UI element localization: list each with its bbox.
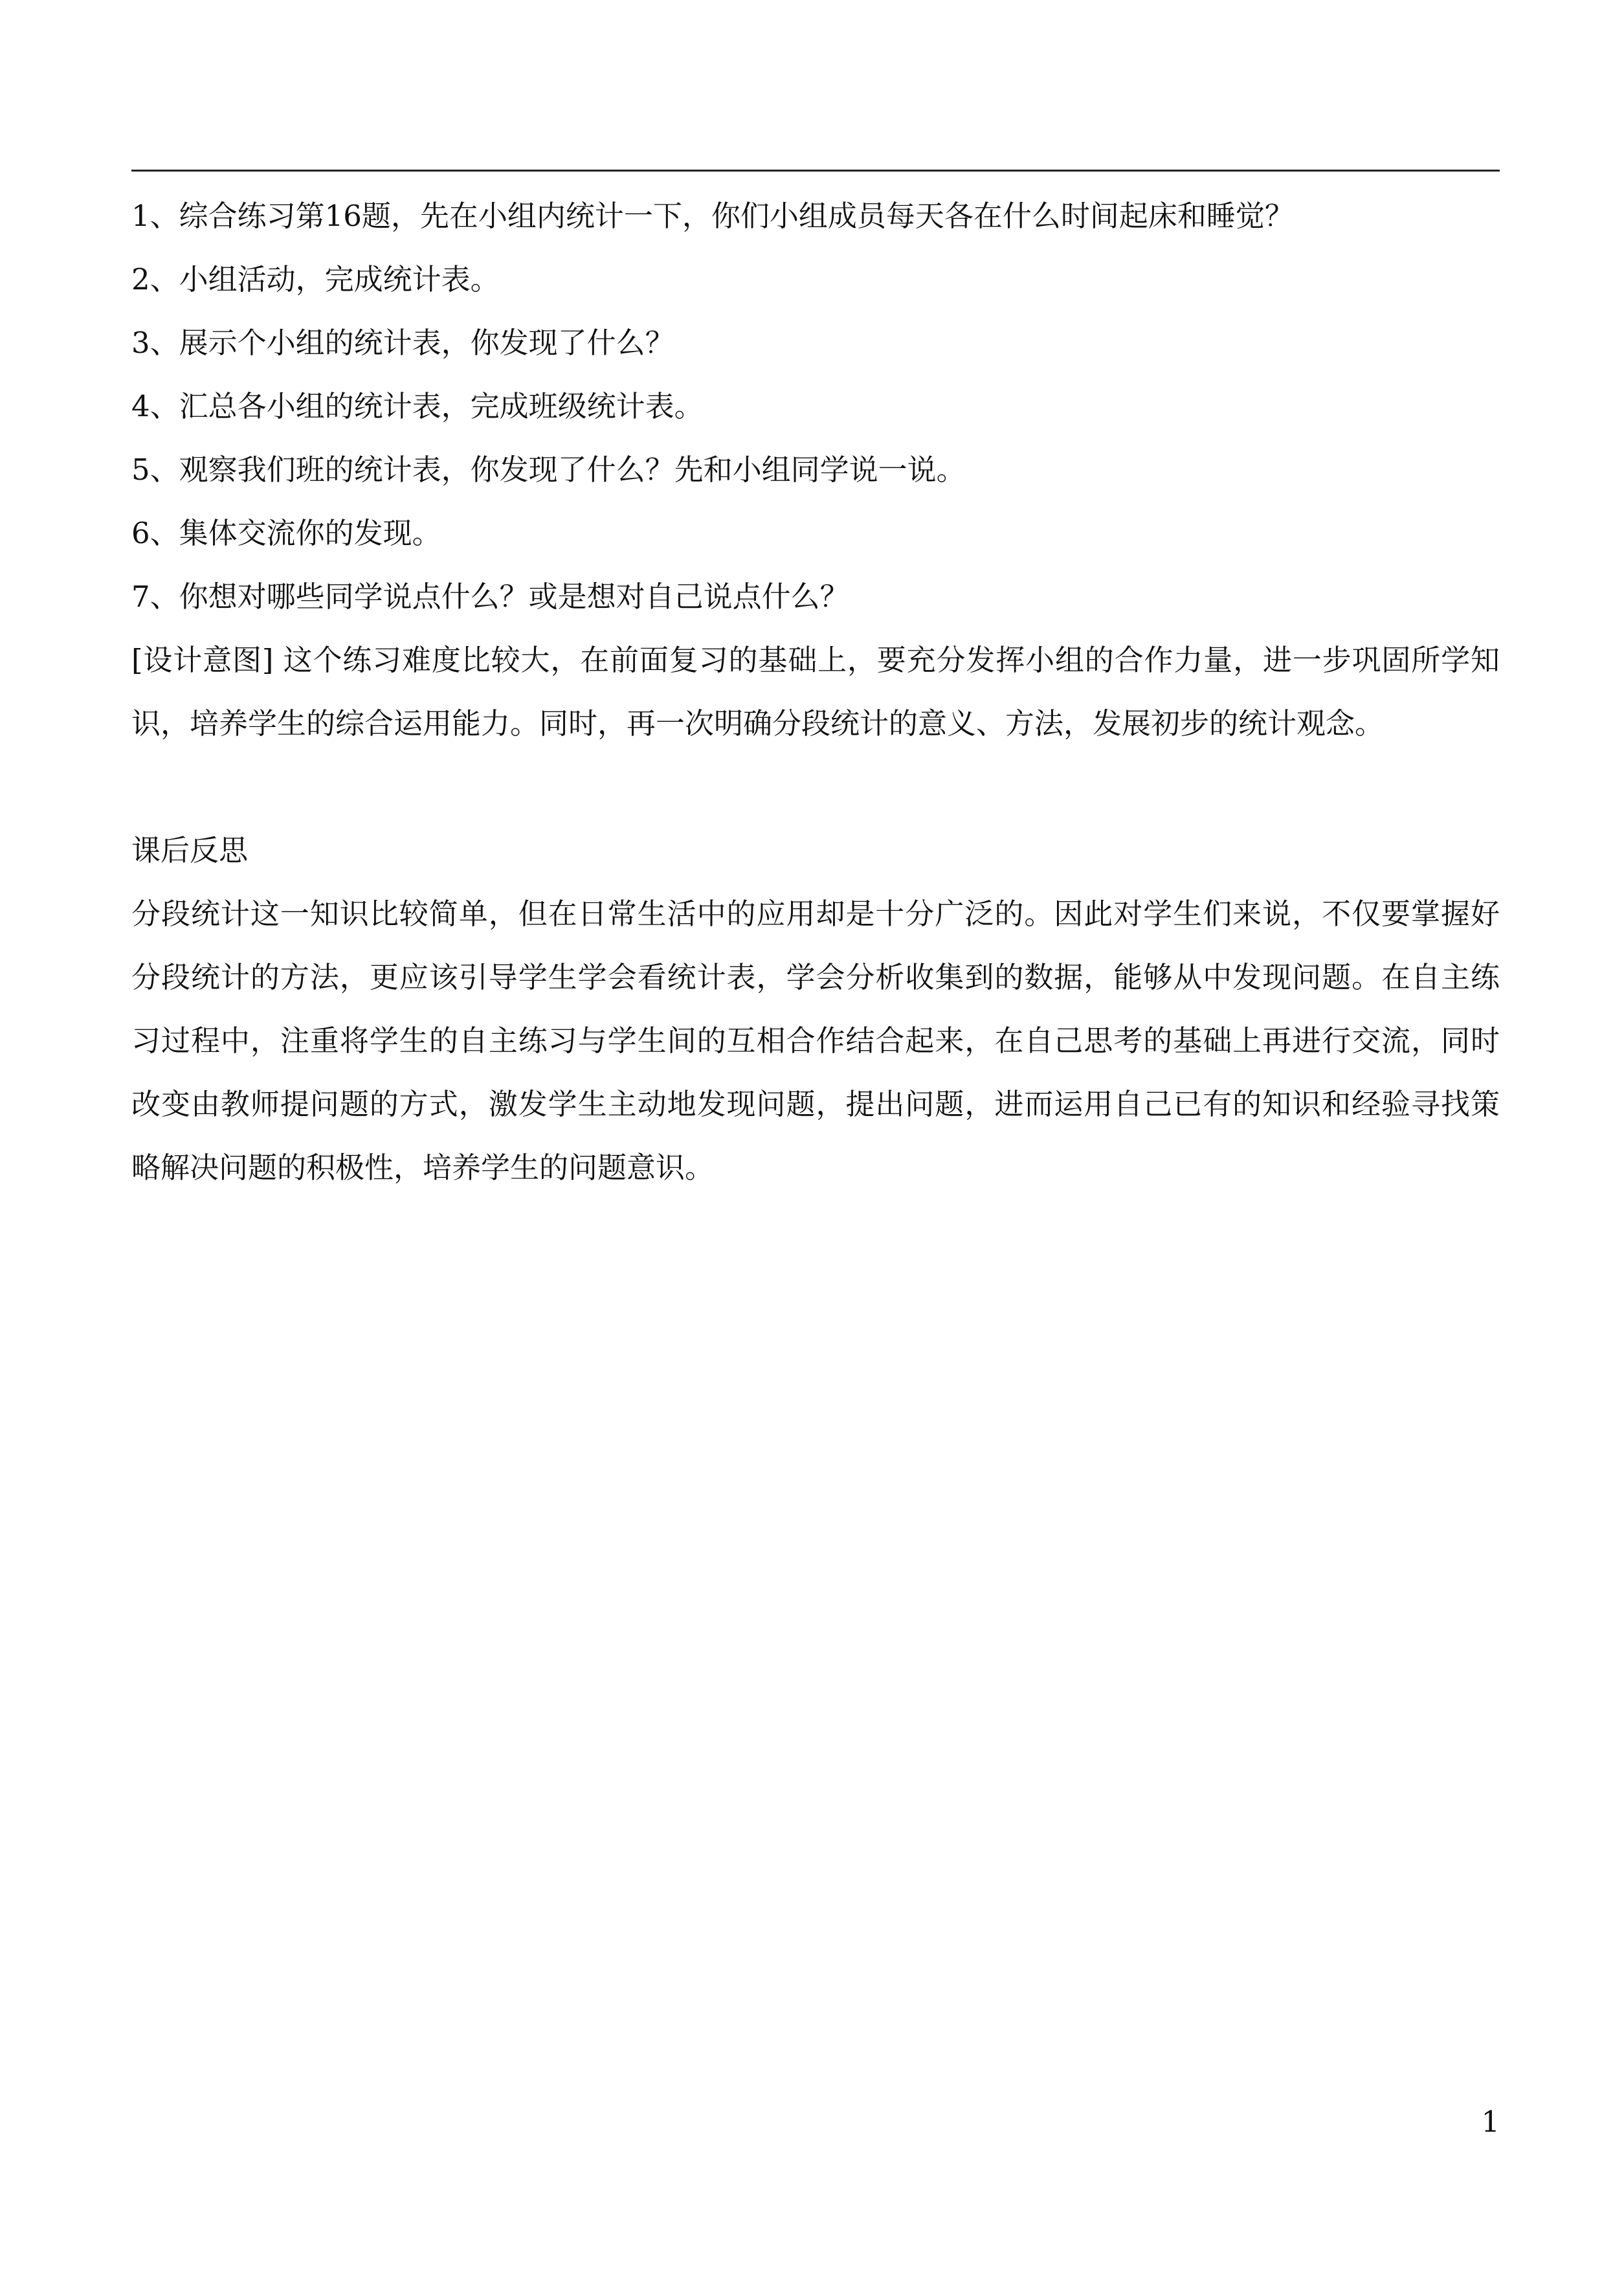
header-rule <box>131 170 1500 172</box>
step-2: 2、小组活动，完成统计表。 <box>131 262 500 296</box>
step-4: 4、汇总各小组的统计表，完成班级统计表。 <box>131 389 704 423</box>
reflection-paragraph: 分段统计这一知识比较简单，但在日常生活中的应用却是十分广泛的。因此对学生们来说，不仅要掌握好分段统计的方法，更应该引导学生学会看统计表，学会分析收集到的数据，能够从中发现问题。在自主练习过程中，注重将学生的自主练习与学生间的互相合作结合起来，在自己思考的基础上再进行交流，同时改变由教师提问题的方式，激发学生主动地发现问题，提出问题，进而运用自己已有的知识和经验寻找策略解决问题的积极性，培养学生的问题意识。 <box>131 897 1500 1185</box>
section-spacer <box>131 755 1500 819</box>
step-1: 1、综合练习第16题，先在小组内统计一下，你们小组成员每天各在什么时间起床和睡觉？ <box>131 199 1294 233</box>
page-number: 1 <box>1481 2105 1500 2139</box>
design-intent-paragraph: [设计意图] 这个练习难度比较大，在前面复习的基础上，要充分发挥小组的合作力量，进一步巩固所学知识，培养学生的综合运用能力。同时，再一次明确分段统计的意义、方法，发展初步的统计观念。 <box>131 643 1500 741</box>
reflection-heading: 课后反思 <box>131 833 249 867</box>
step-7: 7、你想对哪些同学说点什么？或是想对自己说点什么？ <box>131 579 849 614</box>
step-6: 6、集体交流你的发现。 <box>131 516 441 550</box>
document-body <box>131 185 1500 1200</box>
step-5: 5、观察我们班的统计表，你发现了什么？先和小组同学说一说。 <box>131 453 966 487</box>
step-3: 3、展示个小组的统计表，你发现了什么？ <box>131 326 674 360</box>
